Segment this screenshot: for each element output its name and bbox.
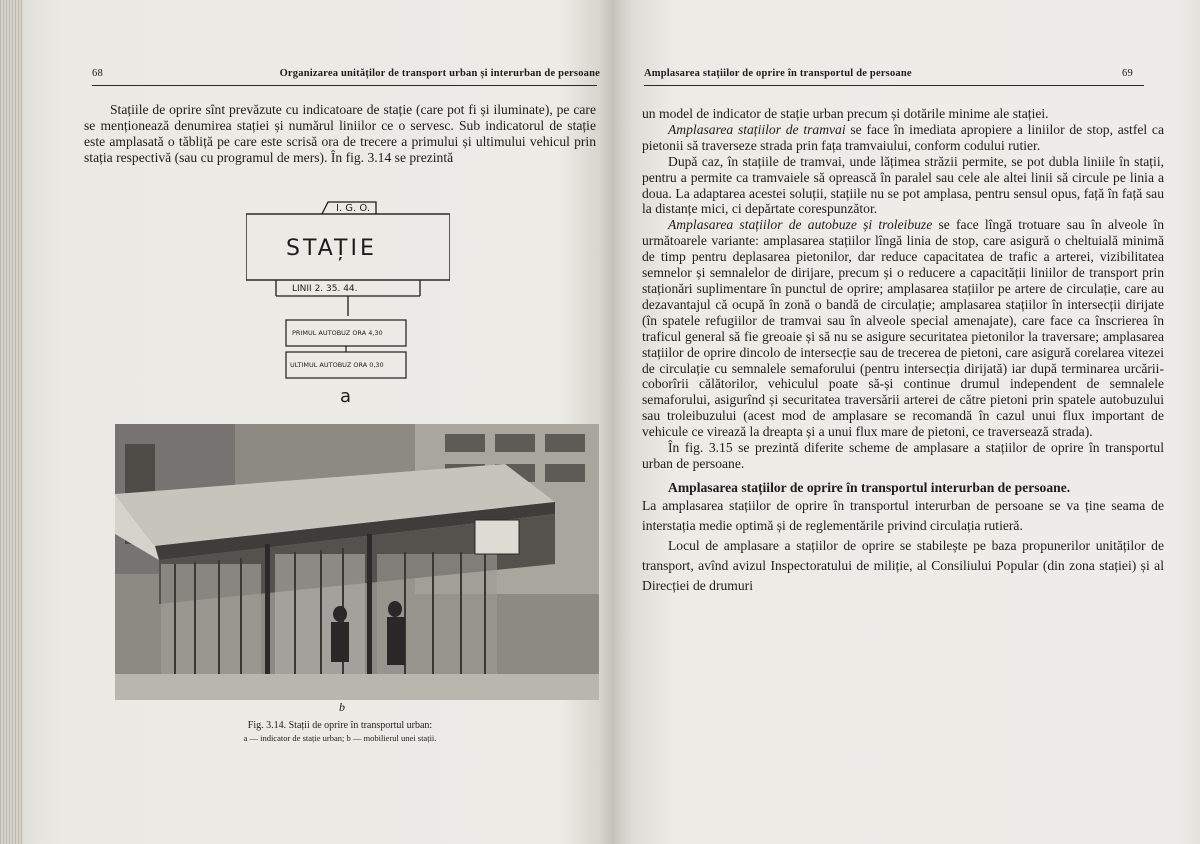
right-p4-italic: Amplasarea stațiilor de autobuze și troleibuze xyxy=(668,217,933,233)
right-p4 xyxy=(642,217,1164,440)
caption-line-2: a — indicator de stație urban; b — mobilierul unei stații. xyxy=(243,733,437,743)
right-head-rule xyxy=(644,85,1144,86)
right-p2 xyxy=(642,122,1164,154)
left-page-number: 68 xyxy=(92,68,103,79)
sign-last-bus: ULTIMUL AUTOBUZ ORA 0,30 xyxy=(290,361,384,369)
right-p6: La amplasarea stațiilor de oprire în transportul interurban de persoane se va ține seama de interstația medie optimă și de reglementările privind circulația rutieră. xyxy=(642,497,1164,533)
right-p4-rest: se face lîngă trotuare sau în alveole în următoarele variante: amplasarea stațiilor lîngă linia de stop, care asigură o cheltuială minimă de timp pentru deplasarea pietonilor, dar reduce capacitatea de trafic a arterei, vizibilitatea semnelor și semnalelor de dirijare, precum și o reducere a capacității liniilor de transport prin staționări suplimentare în punctul de oprire; amplasarea stațiilor pe artere de circulație, care au dezavantajul că ocupă în zonă o bandă de circulație; amplasarea stațiilor în intersecții dirijate (în spatele refugiilor de tramvai sau în alveole special amenajate), care face ca înscrierea în traficul general să fie greoaie și să nu se asigure securitatea pietonilor la traversare; amplasarea stațiilor de oprire dincolo de intersecție sau de trecerea de pietoni, care asigură corelarea vitezei de circulație cu semnalele semaforului (pentru intersecția dirijată) iar după terminarea urcării-coborîrii călătorilor, vehiculul poate să-și continue drumul independent de semnalele semaforului, asigurînd și securitatea traversării arterei de către pietoni prin spatele autobuzului sau troleibuzului (acest mod de amplasare se recomandă în cazul unui flux important de vehicule ce virează la dreapta și a unui flux mare de pietoni, ce traversează strada). xyxy=(642,217,1164,440)
right-p2-rest: se face în imediata apropiere a liniilor de stop, astfel ca pietonii să traverseze strada prin fața tramvaiului, conform codului rutier. xyxy=(642,121,1164,153)
right-p2-italic: Amplasarea stațiilor de tramvai xyxy=(668,121,846,137)
page-edges xyxy=(0,0,22,844)
right-section-heading: Amplasarea stațiilor de oprire în transportul interurban de persoane. xyxy=(668,479,1071,495)
right-page xyxy=(614,0,1200,844)
figure-caption xyxy=(190,720,490,744)
station-sign-diagram xyxy=(246,196,450,392)
left-paragraph xyxy=(84,102,596,166)
right-section-heading-para xyxy=(642,480,1164,496)
caption-line-1: Fig. 3.14. Stații de oprire în transportul urban: xyxy=(247,720,433,731)
left-paragraph-text: Stațiile de oprire sînt prevăzute cu indicatoare de stație (care pot fi și iluminate), pe care se menționează denumirea stației și numărul liniilor ce o servesc. Sub indicatorul de stație este amplasată o tăbliță pe care este scrisă ora de trecere a primului și ultimului vehicul prin stația respectivă (sau cu programul de mers). În fig. 3.14 se prezintă xyxy=(84,102,596,165)
figure-label-a: a xyxy=(340,386,352,407)
left-running-head: Organizarea unităților de transport urban și interurban de persoane xyxy=(279,68,600,79)
sign-header: I. G. O. xyxy=(336,203,371,214)
shelter-photo-drawing xyxy=(115,424,599,700)
right-p1: un model de indicator de stație urban precum și dotările minime ale stației. xyxy=(642,106,1049,121)
left-head-rule xyxy=(92,85,597,86)
right-p3: După caz, în stațiile de tramvai, unde lățimea străzii permite, se pot dubla liniile în stații, pentru a permite ca tramvaiele să oprească în paralel sau cele ale altei linii să circule pe linia a doua. La adaptarea acestei soluții, stațiile nu se pot amplasa, pentru sensul opus, față în față sau la distanțe mici, ci depărtate corespunzător. xyxy=(642,153,1164,217)
sign-lines: LINII 2. 35. 44. xyxy=(292,284,358,294)
bus-shelter-photo xyxy=(115,424,599,700)
sign-title: STAȚIE xyxy=(286,236,377,261)
sign-first-bus: PRIMUL AUTOBUZ ORA 4,30 xyxy=(292,329,383,337)
right-p5: În fig. 3.15 se prezintă diferite scheme de amplasare a stațiilor de oprire în transportul urban de persoane. xyxy=(642,440,1164,471)
right-running-head: Amplasarea stațiilor de oprire în transportul de persoane xyxy=(644,68,912,79)
right-page-number: 69 xyxy=(1122,68,1133,79)
right-body-text xyxy=(642,106,1164,596)
right-p7: Locul de amplasare a stațiilor de oprire se stabilește pe baza propunerilor unităților de transport, avînd avizul Inspectoratului de miliție, al Consiliului Popular (din zona stației) și al Direcției de drumuri xyxy=(642,537,1164,593)
figure-label-b: b xyxy=(339,700,345,714)
